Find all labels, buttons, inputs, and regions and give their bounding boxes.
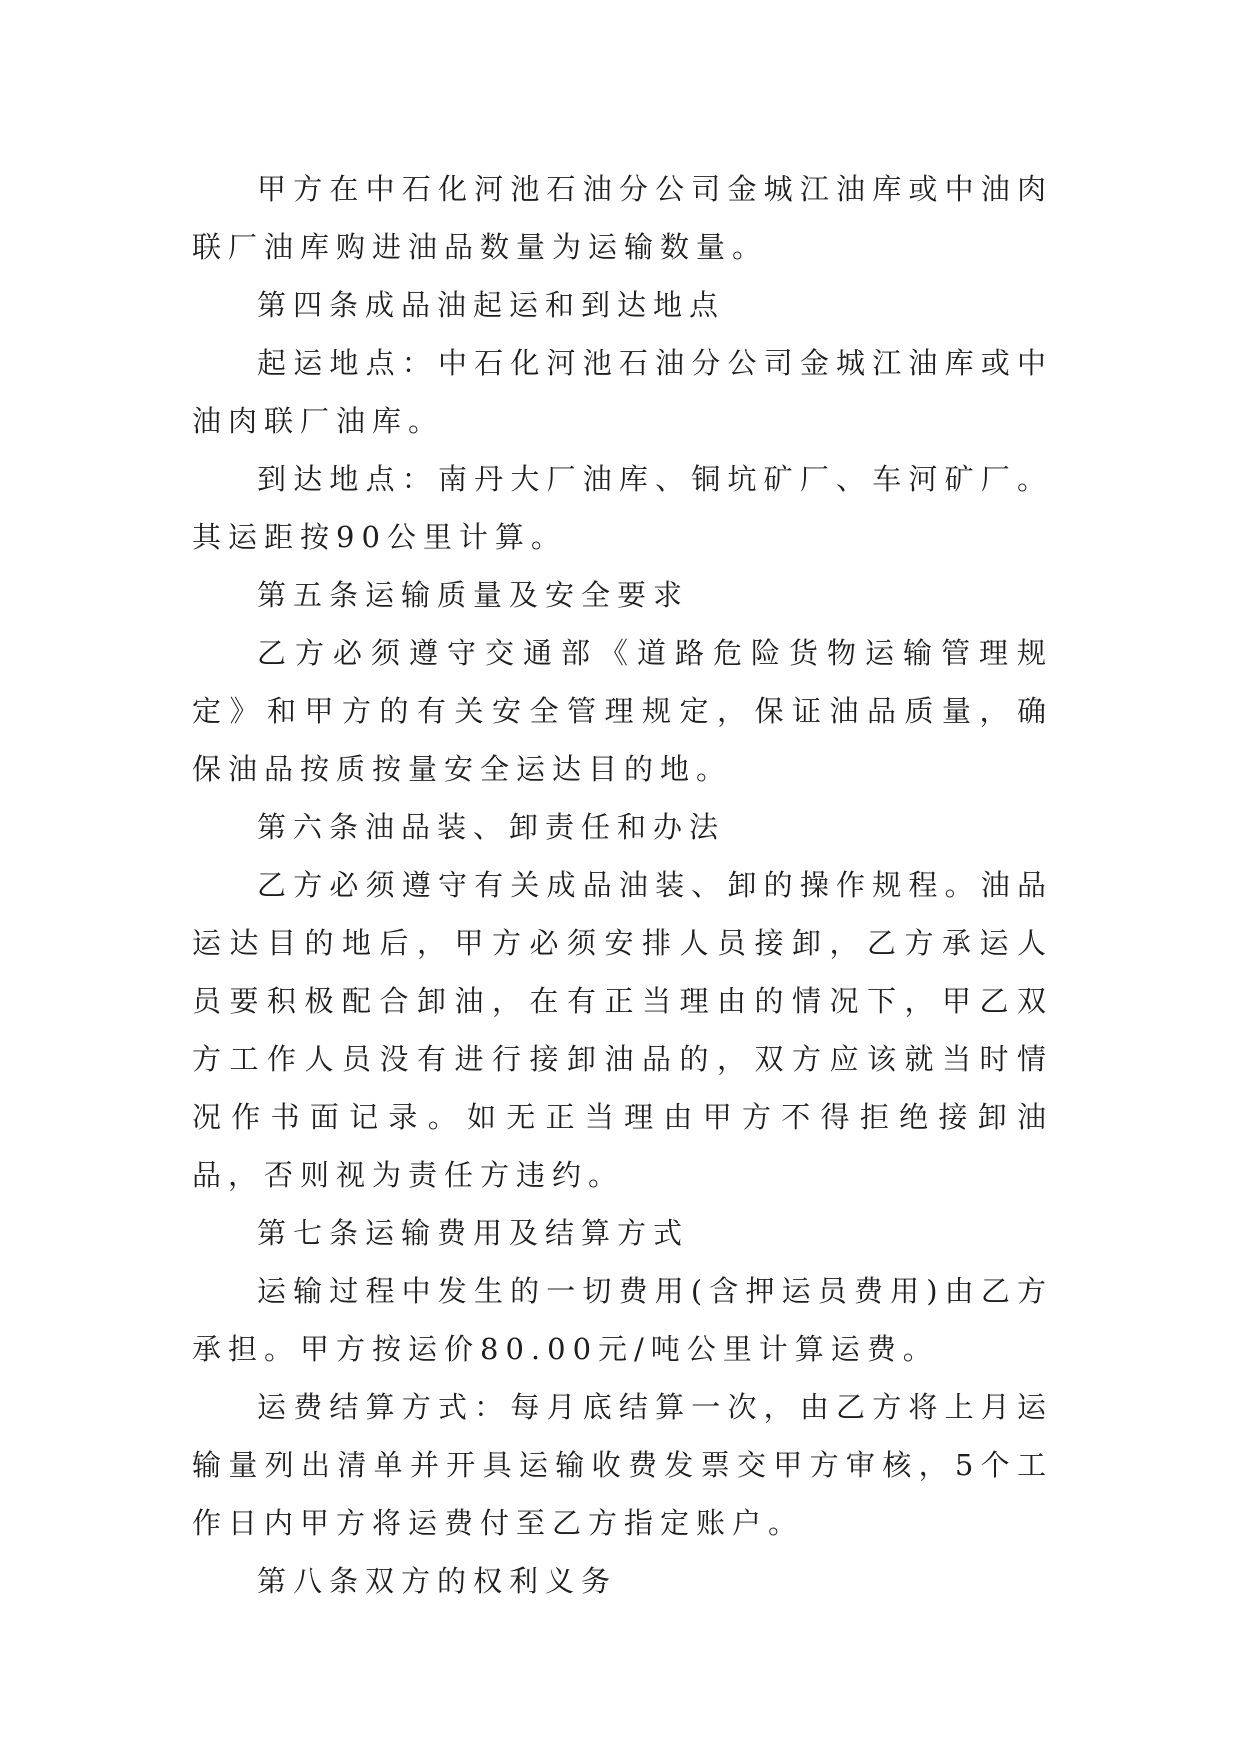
paragraph: 乙方必须遵守有关成品油装、卸的操作规程。油品运达目的地后，甲方必须安排人员接卸，乙方承运人员要积极配合卸油，在有正当理由的情况下，甲乙双方工作人员没有进行接卸油品的，双方应该就当时情况作书面记录。如无正当理由甲方不得拒绝接卸油品，否则视为责任方违约。: [192, 868, 1053, 1192]
section-heading: 第六条油品装、卸责任和办法: [257, 810, 726, 844]
section-heading: 第七条运输费用及结算方式: [257, 1216, 690, 1250]
paragraph: 运费结算方式：每月底结算一次，由乙方将上月运输量列出清单并开具运输收费发票交甲方审核，5个工作日内甲方将运费付至乙方指定账户。: [192, 1390, 1053, 1540]
section-heading: 第五条运输质量及安全要求: [257, 578, 690, 612]
paragraph: 起运地点：中石化河池石油分公司金城江油库或中油肉联厂油库。: [192, 346, 1053, 438]
section-heading: 第八条双方的权利义务: [257, 1564, 618, 1598]
paragraph: 运输过程中发生的一切费用(含押运员费用)由乙方承担。甲方按运价80.00元/吨公里计算运费。: [192, 1274, 1053, 1366]
paragraph: 到达地点：南丹大厂油库、铜坑矿厂、车河矿厂。其运距按90公里计算。: [192, 462, 1053, 554]
section-heading: 第四条成品油起运和到达地点: [257, 288, 726, 322]
paragraph: 乙方必须遵守交通部《道路危险货物运输管理规定》和甲方的有关安全管理规定，保证油品质量，确保油品按质按量安全运达目的地。: [192, 636, 1053, 786]
paragraph: 甲方在中石化河池石油分公司金城江油库或中油肉联厂油库购进油品数量为运输数量。: [192, 172, 1053, 264]
